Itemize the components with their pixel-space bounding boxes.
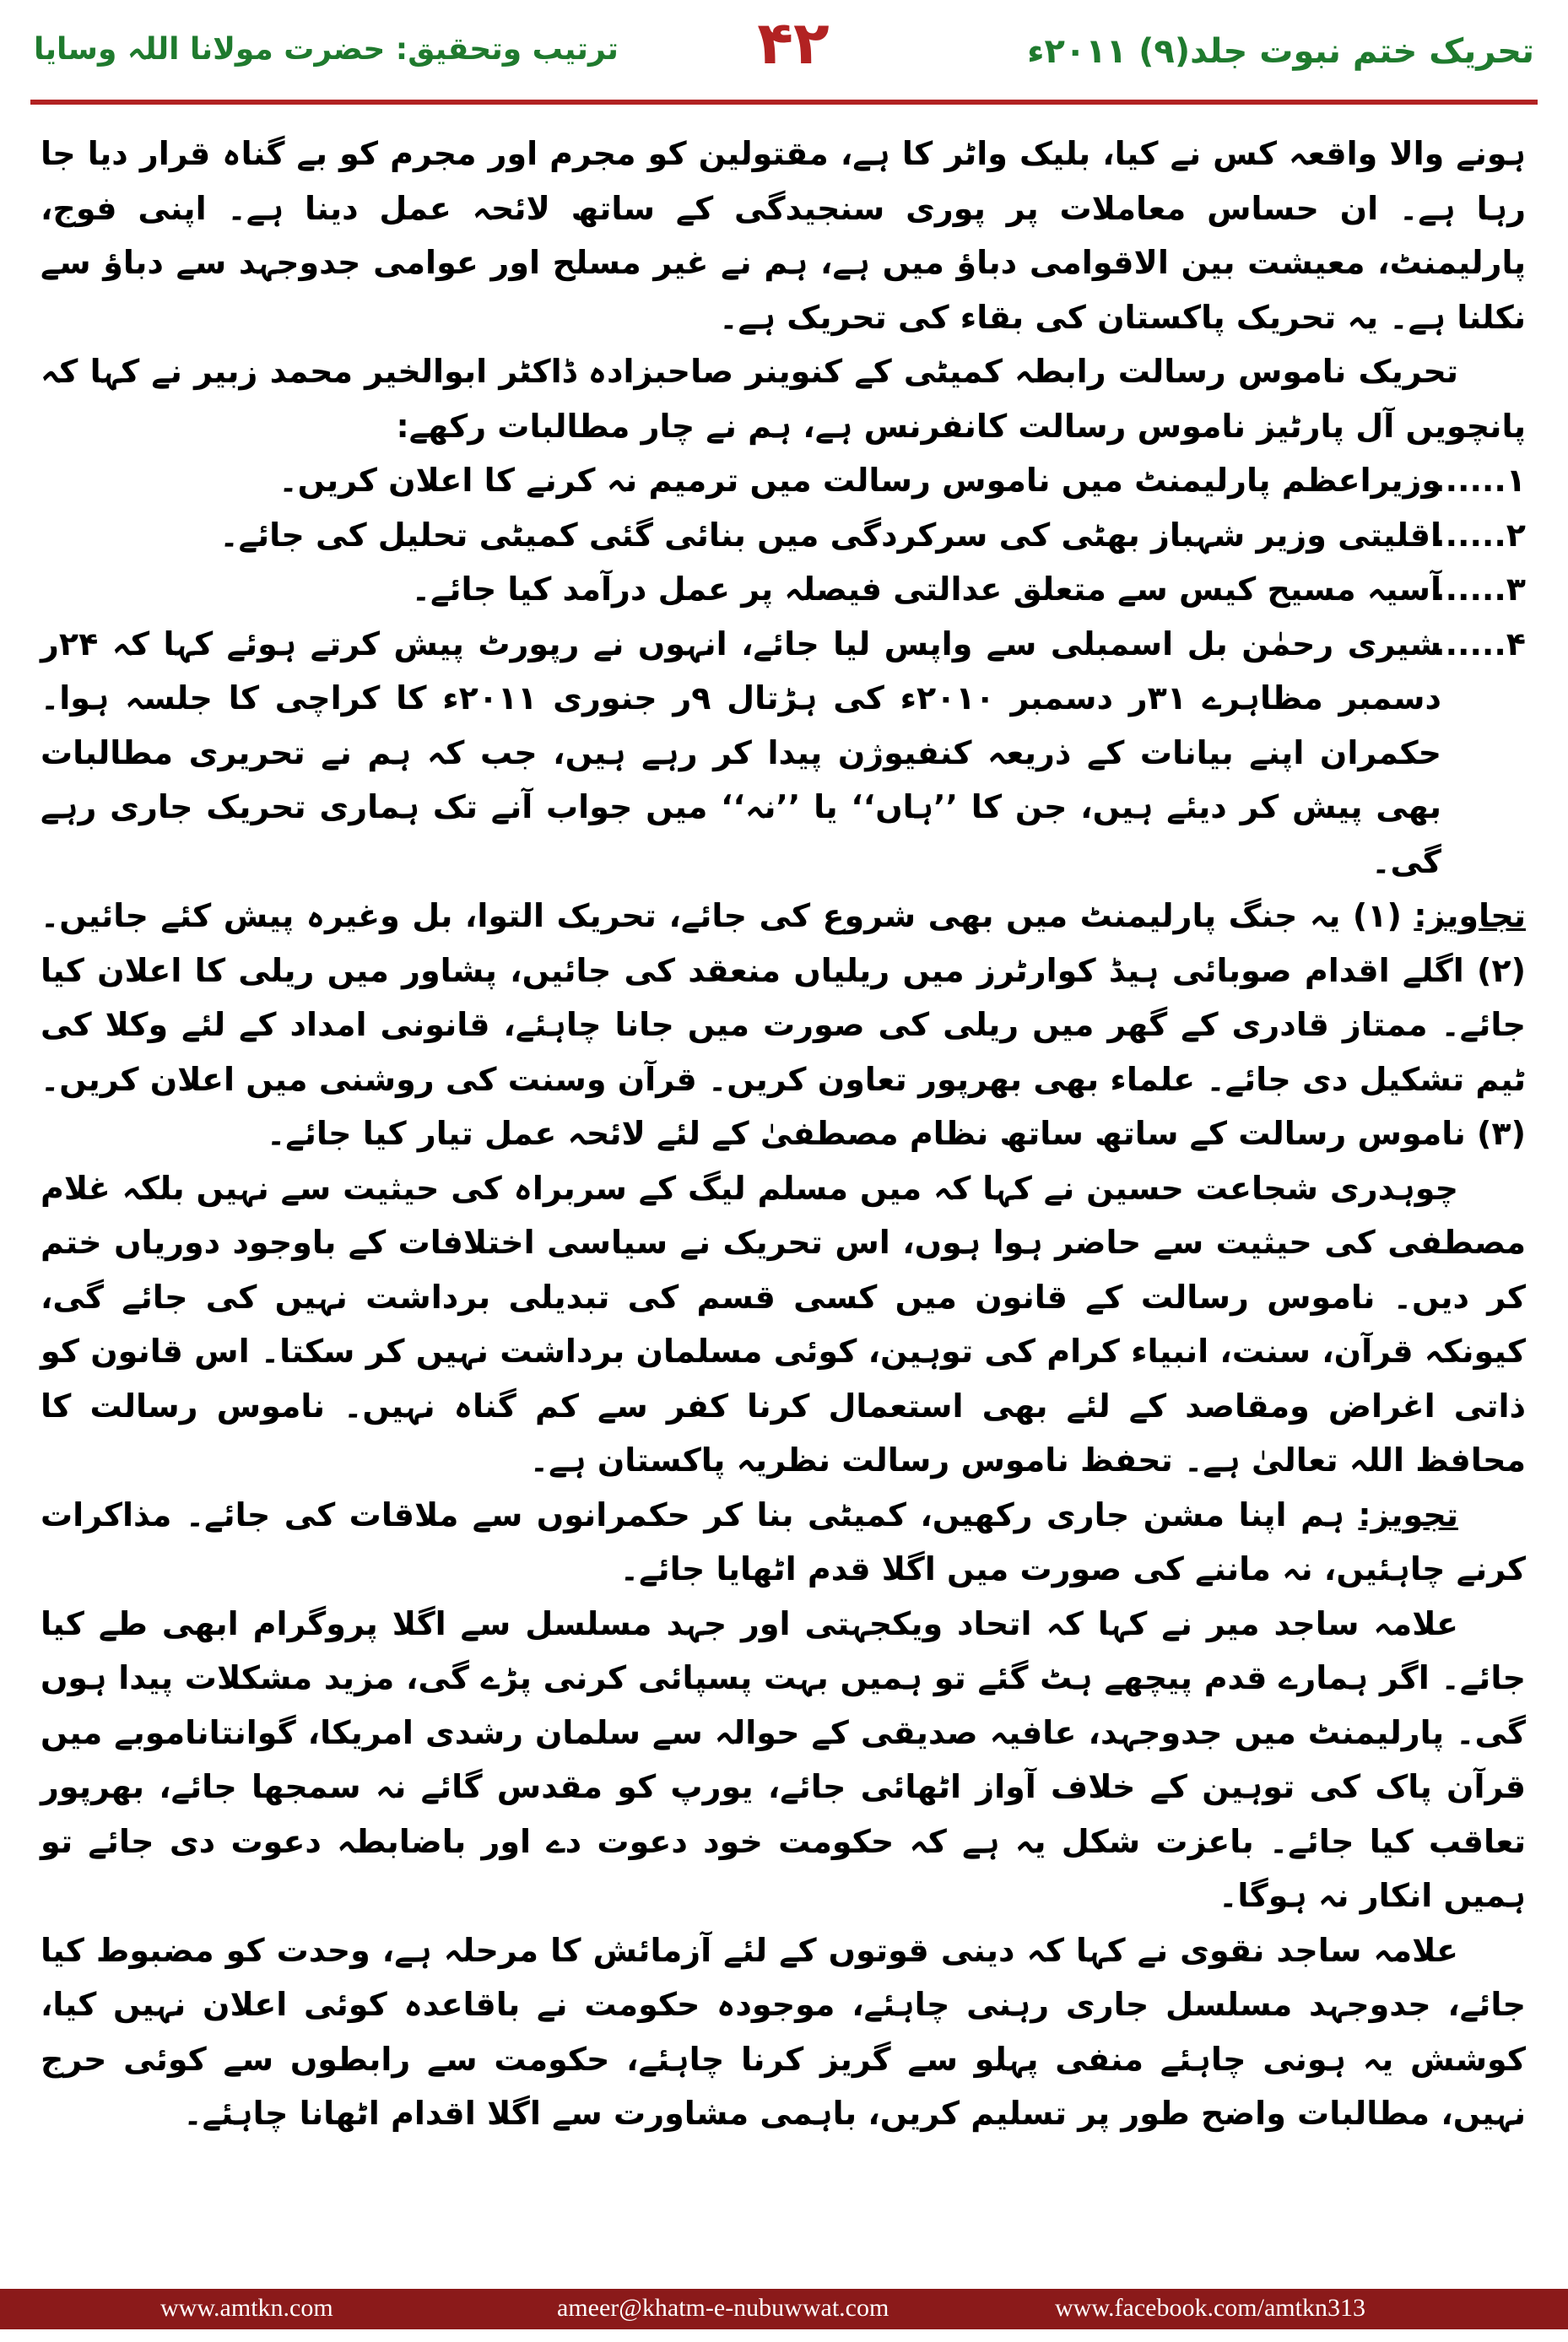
list-item — [41, 617, 1526, 890]
page-footer — [0, 2289, 1568, 2329]
paragraph: علامہ ساجد میر نے کہا کہ اتحاد ویکجہتی اور جہد مسلسل سے اگلا پروگرام ابھی طے کیا جائے۔ اگر ہمارے قدم پیچھے ہٹ گئے تو ہمیں بہت پسپائی کرنی پڑے گی، مزید مشکلات پیدا ہوں گی۔ پارلیمنٹ میں جدوجہد، عافیہ صدیقی کے حوالہ سے سلمان رشدی امریکا، گوانتاناموبے میں قرآن پاک کی توہین کے خلاف آواز اٹھائی جائے، یورپ کو مقدس گائے نہ سمجھا جائے، بھرپور تعاقب کیا جائے۔ باعزت شکل یہ ہے کہ حکومت خود دعوت دے اور باضابطہ دعوت دی جائے تو ہمیں انکار نہ ہوگا۔ — [41, 1604, 1526, 1914]
list-text: شیری رحمٰن بل اسمبلی سے واپس لیا جائے، انہوں نے رپورٹ پیش کرتے ہوئے کہا کہ ۲۴ر دسمبر مظاہرے ۳۱ر دسمبر ۲۰۱۰ء کی ہڑتال ۹ر جنوری ۲۰۱۱ء کا کراچی کا جلسہ ہوا۔ حکمران اپنے بیانات کے ذریعہ کنفیوژن پیدا کر رہے ہیں، جب کہ ہم نے تحریری مطالبات بھی پیش کر دیئے ہیں، جن کا ’’ہاں‘‘ یا ’’نہ‘‘ میں جواب آنے تک ہماری تحریک جاری رہے گی۔ — [41, 625, 1441, 880]
list-text: وزیراعظم پارلیمنٹ میں ناموس رسالت میں ترمیم نہ کرنے کا اعلان کریں۔ — [278, 462, 1441, 499]
paragraph: علامہ ساجد نقوی نے کہا کہ دینی قوتوں کے لئے آزمائش کا مرحلہ ہے، وحدت کو مضبوط کیا جائے، جدوجہد مسلسل جاری رہنی چاہئے، موجودہ حکومت نے باقاعدہ کوئی اعلان نہیں کیا، کوشش یہ ہونی چاہئے منفی پہلو سے گریز کرنا چاہئے، حکومت سے رابطوں سے کوئی حرج نہیں، مطالبات واضح طور پر تسلیم کریں، باہمی مشاورت سے اگلا اقدام اٹھانا چاہئے۔ — [41, 1931, 1526, 2132]
header-divider — [30, 100, 1538, 105]
proposals-label: تجاویز: — [1414, 897, 1526, 934]
email-link[interactable]: ameer@khatm-e-nubuwwat.com — [557, 2294, 889, 2322]
list-item — [41, 508, 1526, 563]
list-text: آسیہ مسیح کیس سے متعلق عدالتی فیصلہ پر عمل درآمد کیا جائے۔ — [411, 571, 1441, 608]
paragraph: چوہدری شجاعت حسین نے کہا کہ میں مسلم لیگ کے سربراہ کی حیثیت سے نہیں بلکہ غلام مصطفی کی حیثیت سے حاضر ہوا ہوں، اس تحریک نے سیاسی اختلافات کے باوجود دوریاں ختم کر دیں۔ ناموس رسالت کے قانون میں کسی قسم کی تبدیلی برداشت نہیں کی جائے گی، کیونکہ قرآن، سنت، انبیاء کرام کی توہین، کوئی مسلمان برداشت نہیں کر سکتا۔ اس قانون کو ذاتی اغراض ومقاصد کے لئے بھی استعمال کرنا کفر سے کم گناہ نہیں۔ ناموس رسالت کا محافظ اللہ تعالیٰ ہے۔ تحفظ ناموس رسالت نظریہ پاکستان ہے۔ — [41, 1169, 1526, 1479]
list-number: ۳...... — [1433, 571, 1526, 608]
proposals-paragraph — [41, 889, 1526, 1161]
list-text: اقلیتی وزیر شہباز بھٹی کی سرکردگی میں بنائی گئی کمیٹی تحلیل کی جائے۔ — [219, 516, 1441, 554]
list-item — [41, 453, 1526, 508]
compiler-credit: ترتیب وتحقیق: حضرت مولانا اللہ وسایا — [34, 32, 619, 67]
page-number: ۴۲ — [757, 8, 830, 78]
list-number: ۴...... — [1433, 625, 1526, 663]
proposal-label: تجویز: — [1358, 1496, 1458, 1533]
list-item — [41, 562, 1526, 617]
facebook-link[interactable]: www.facebook.com/amtkn313 — [1055, 2294, 1365, 2322]
website-link[interactable]: www.amtkn.com — [160, 2294, 333, 2322]
proposal-paragraph — [41, 1488, 1526, 1597]
proposal-text: ہم اپنا مشن جاری رکھیں، کمیٹی بنا کر حکمرانوں سے ملاقات کی جائے۔ مذاکرات کرنے چاہئیں، نہ ماننے کی صورت میں اگلا قدم اٹھایا جائے۔ — [41, 1496, 1526, 1587]
paragraph: ہونے والا واقعہ کس نے کیا، بلیک واٹر کا ہے، مقتولین کو مجرم اور مجرم کو بے گناہ قرار دیا جا رہا ہے۔ ان حساس معاملات پر پوری سنجیدگی کے ساتھ لائحہ عمل دینا ہے۔ اپنی فوج، پارلیمنٹ، معیشت بین الاقوامی دباؤ میں ہے، ہم نے غیر مسلح اور عوامی جدوجہد سے دباؤ سے نکلنا ہے۔ یہ تحریک پاکستان کی بقاء کی تحریک ہے۔ — [41, 135, 1526, 336]
book-title: تحریک ختم نبوت جلد(۹) ۲۰۱۱ء — [1027, 32, 1534, 71]
list-number: ۱...... — [1433, 462, 1526, 499]
paragraph: تحریک ناموس رسالت رابطہ کمیٹی کے کنوینر صاحبزادہ ڈاکٹر ابوالخیر محمد زبیر نے کہا کہ پانچویں آل پارٹیز ناموس رسالت کانفرنس ہے، ہم نے چار مطالبات رکھے: — [41, 353, 1526, 445]
list-number: ۲...... — [1433, 516, 1526, 554]
page-header — [0, 0, 1568, 110]
page-body — [41, 127, 1526, 2220]
proposals-text: (۱) یہ جنگ پارلیمنٹ میں بھی شروع کی جائے، تحریک التوا، بل وغیرہ پیش کئے جائیں۔ (۲) اگلے اقدام صوبائی ہیڈ کوارٹرز میں ریلیاں منعقد کی جائیں، پشاور میں ریلی کا اعلان کیا جائے۔ ممتاز قادری کے گھر میں ریلی کی صورت میں جانا چاہئے، قانونی امداد کے لئے وکلا کی ٹیم تشکیل دی جائے۔ علماء بھی بھرپور تعاون کریں۔ قرآن وسنت کی روشنی میں اعلان کریں۔ (۳) ناموس رسالت کے ساتھ ساتھ نظام مصطفیٰ کے لئے لائحہ عمل تیار کیا جائے۔ — [41, 897, 1526, 1152]
